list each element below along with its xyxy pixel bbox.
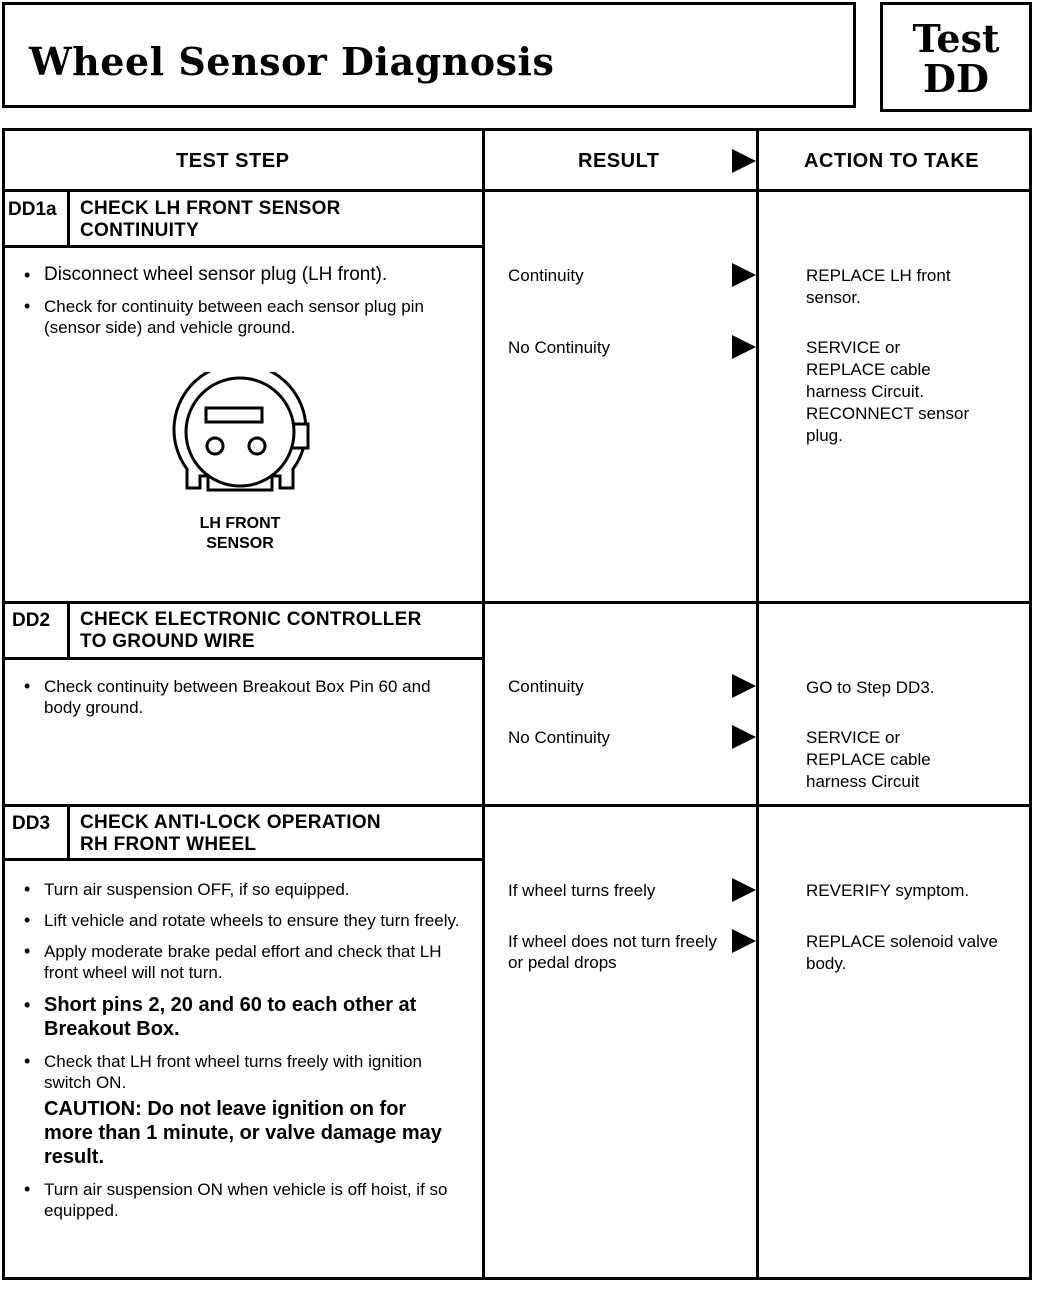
step-title-line: CHECK LH FRONT SENSOR <box>80 198 341 219</box>
row-divider-dd2 <box>2 601 1032 604</box>
title-box <box>2 2 856 108</box>
step-title-dd2 <box>80 609 422 653</box>
result-dd3-does-not-turn: If wheel does not turn freely or pedal drops <box>508 932 717 972</box>
row-divider-dd3 <box>2 804 1032 807</box>
step-title-line: CHECK ELECTRONIC CONTROLLER <box>80 609 422 630</box>
action-dd2-continuity: GO to Step DD3. <box>806 678 935 697</box>
action-dd1a-continuity: REPLACE LH front sensor. <box>806 266 951 307</box>
result-dd1a-continuity: Continuity <box>508 266 584 285</box>
dd3-instructions <box>22 879 472 1231</box>
lh-front-sensor-figure <box>160 372 320 522</box>
arrow-icon <box>732 674 756 698</box>
page-title: Wheel Sensor Diagnosis <box>29 39 555 84</box>
figure-label-line: SENSOR <box>206 535 274 552</box>
result-dd3-turns-freely: If wheel turns freely <box>508 881 656 900</box>
test-id-box <box>880 2 1032 112</box>
step-id-dd3: DD3 <box>12 813 51 834</box>
column-divider-right <box>756 128 759 1280</box>
test-label: Test <box>912 16 1000 61</box>
dd2-title-underline <box>2 657 484 660</box>
dd2-id-divider <box>67 601 70 659</box>
sensor-plug-icon <box>160 372 320 522</box>
step-id-dd2: DD2 <box>12 610 51 631</box>
step-title-line: CONTINUITY <box>80 220 200 241</box>
figure-label-line: LH FRONT <box>199 515 281 532</box>
arrow-icon <box>732 263 756 287</box>
list-item: • Check for continuity between each sensor plug pin (sensor side) and vehicle ground. <box>22 296 480 338</box>
arrow-icon <box>732 725 756 749</box>
list-item: • Turn air suspension ON when vehicle is off hoist, if so equipped. <box>22 1179 472 1221</box>
step-title-line: CHECK ANTI-LOCK OPERATION <box>80 812 381 833</box>
step-title-line: RH FRONT WHEEL <box>80 834 257 855</box>
action-dd3-turns-freely: REVERIFY symptom. <box>806 881 970 900</box>
arrow-icon <box>732 929 756 953</box>
dd1a-title-underline <box>2 245 484 248</box>
caution-note: CAUTION: Do not leave ignition on for more than 1 minute, or valve damage may result. <box>44 1098 442 1168</box>
sensor-figure-label <box>140 514 340 554</box>
dd3-title-underline <box>2 858 484 861</box>
dd1a-id-divider <box>67 189 70 247</box>
test-code: DD <box>923 56 989 101</box>
result-dd1a-no-continuity: No Continuity <box>508 338 611 357</box>
step-title-dd3 <box>80 812 381 856</box>
list-item: • Check continuity between Breakout Box Pin 60 and body ground. <box>22 676 442 718</box>
result-dd2-continuity: Continuity <box>508 677 584 696</box>
arrow-icon <box>732 878 756 902</box>
list-item: • Turn air suspension OFF, if so equipped. <box>22 879 472 900</box>
arrow-icon <box>732 335 756 359</box>
list-item: • Disconnect wheel sensor plug (LH front). <box>22 264 480 286</box>
list-item: • Apply moderate brake pedal effort and check that LH front wheel will not turn. <box>22 941 472 983</box>
dd3-id-divider <box>67 804 70 860</box>
step-title-line: TO GROUND WIRE <box>80 631 255 652</box>
step-title-dd1a <box>80 198 341 242</box>
header-row-divider <box>2 189 1032 192</box>
dd1a-instructions <box>22 264 480 348</box>
column-header-result: RESULT <box>578 150 660 172</box>
result-dd2-no-continuity: No Continuity <box>508 728 611 747</box>
action-dd1a-no-continuity: SERVICE or REPLACE cable harness Circuit. RECONNECT sensor plug. <box>806 338 970 445</box>
header-arrow-icon <box>732 149 756 173</box>
list-item: • Check that LH front wheel turns freely with ignition switch ON. <box>22 1051 472 1093</box>
action-dd3-does-not-turn: REPLACE solenoid valve body. <box>806 932 998 973</box>
column-header-test-step: TEST STEP <box>176 150 290 172</box>
dd2-instructions <box>22 676 442 728</box>
list-item: • Lift vehicle and rotate wheels to ensure they turn freely. <box>22 910 472 931</box>
column-divider-left <box>482 128 485 1280</box>
column-header-action: ACTION TO TAKE <box>804 150 980 172</box>
action-dd2-no-continuity: SERVICE or REPLACE cable harness Circuit <box>806 728 931 791</box>
step-id-dd1a: DD1a <box>8 199 57 220</box>
list-item: • Short pins 2, 20 and 60 to each other at Breakout Box. <box>22 993 444 1041</box>
